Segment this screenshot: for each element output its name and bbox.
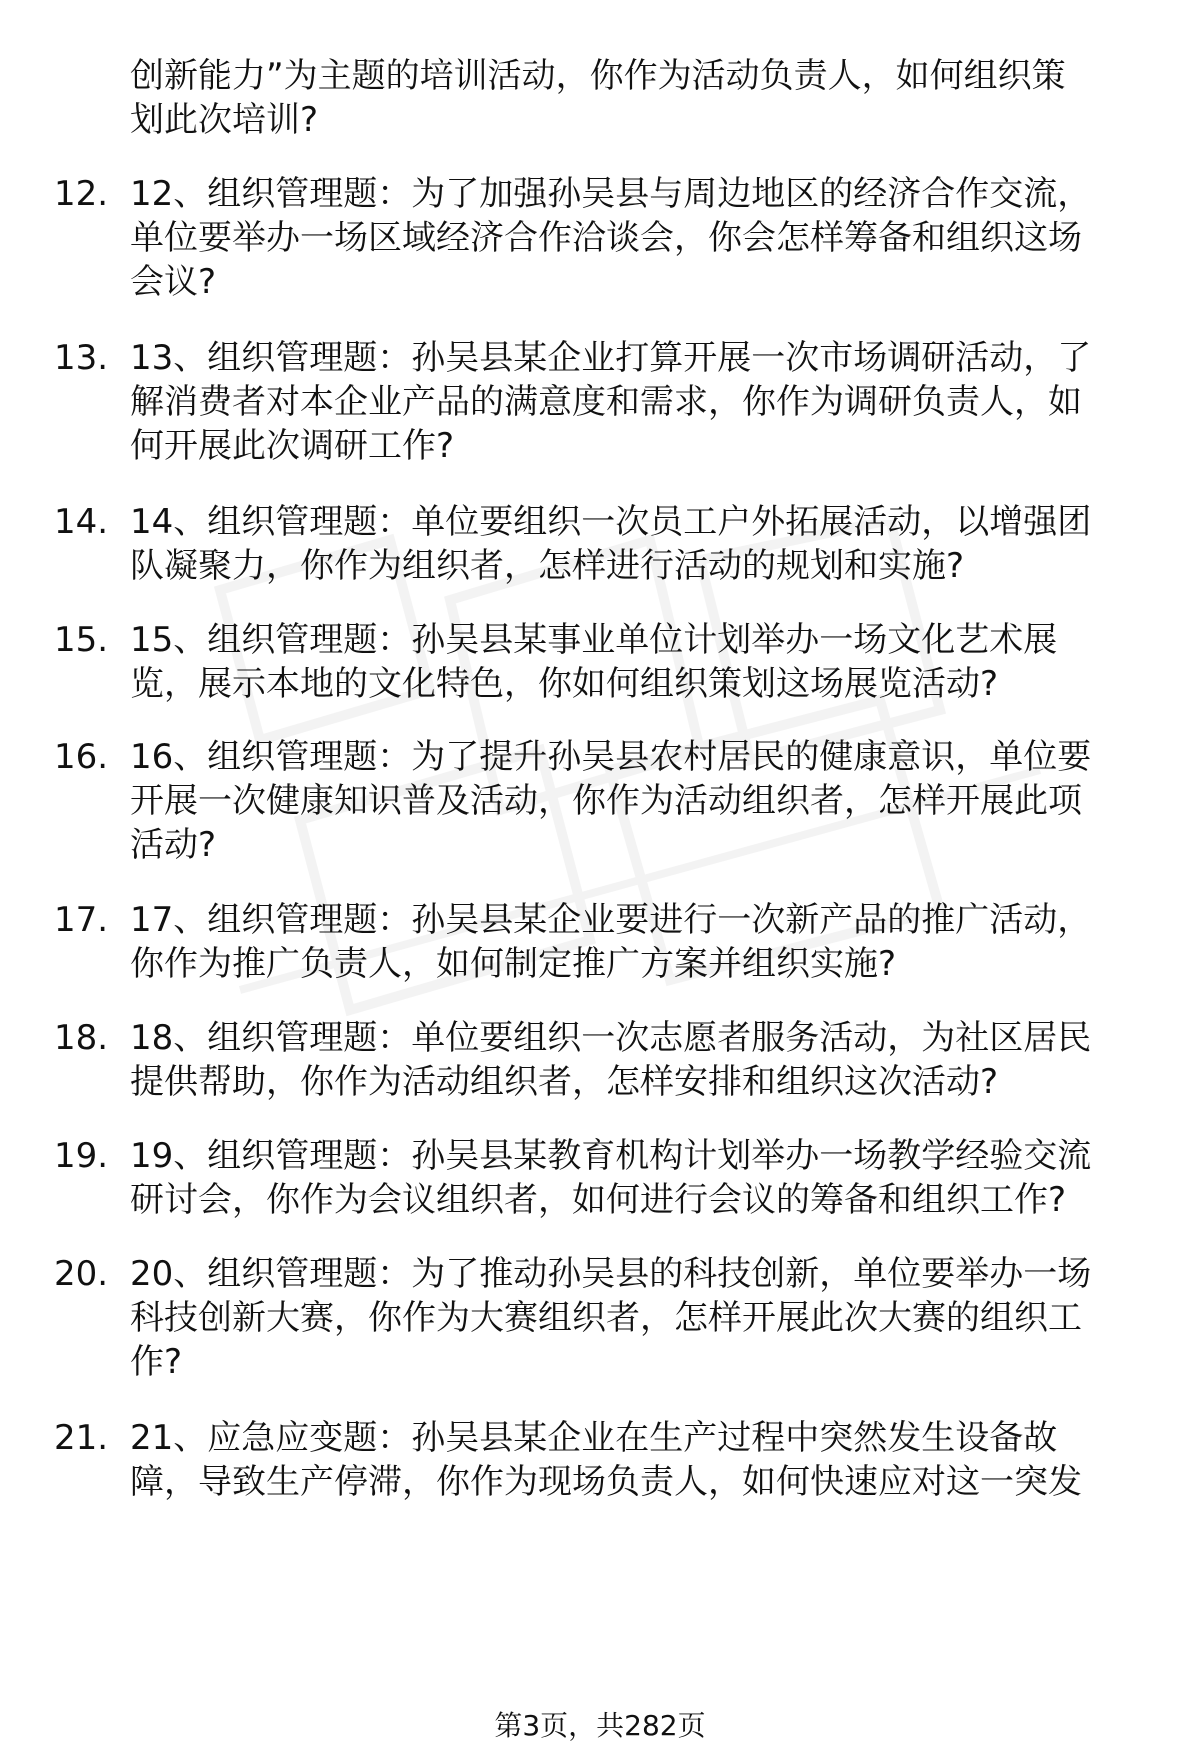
question-line: 研讨会，你作为会议组织者，如何进行会议的筹备和组织工作?: [130, 1180, 1067, 1220]
page-footer: 第3页，共282页: [494, 1709, 706, 1742]
question-text: [130, 1016, 1140, 1104]
question-number: 17.: [54, 900, 109, 940]
question-text: [130, 172, 1140, 304]
question-text: [130, 500, 1140, 588]
question-line: 障，导致生产停滞，你作为现场负责人，如何快速应对这一突发: [130, 1462, 1082, 1502]
question-line: 会议?: [130, 262, 217, 302]
question-line: 16、组织管理题：为了提升孙吴县农村居民的健康意识，单位要: [130, 737, 1092, 777]
question-line: 开展一次健康知识普及活动，你作为活动组织者，怎样开展此项: [130, 781, 1082, 821]
question-line: 15、组织管理题：孙吴县某事业单位计划举办一场文化艺术展: [130, 620, 1058, 660]
question-line: 17、组织管理题：孙吴县某企业要进行一次新产品的推广活动，: [130, 900, 1092, 940]
question-text: [130, 1252, 1140, 1384]
question-text: [130, 1134, 1140, 1222]
question-number: 15.: [54, 620, 109, 660]
continuation-line: 创新能力”为主题的培训活动，你作为活动负责人，如何组织策: [130, 56, 1066, 96]
question-line: 13、组织管理题：孙吴县某企业打算开展一次市场调研活动，了: [130, 338, 1092, 378]
question-number: 12.: [54, 174, 109, 214]
question-line: 何开展此次调研工作?: [130, 426, 455, 466]
question-line: 19、组织管理题：孙吴县某教育机构计划举办一场教学经验交流: [130, 1136, 1092, 1176]
question-number: 16.: [54, 737, 109, 777]
question-line: 单位要举办一场区域经济合作洽谈会，你会怎样筹备和组织这场: [130, 218, 1082, 258]
question-line: 解消费者对本企业产品的满意度和需求，你作为调研负责人，如: [130, 382, 1082, 422]
question-number: 20.: [54, 1254, 109, 1294]
question-line: 14、组织管理题：单位要组织一次员工户外拓展活动，以增强团: [130, 502, 1092, 542]
question-line: 活动?: [130, 825, 217, 865]
question-line: 20、组织管理题：为了推动孙吴县的科技创新，单位要举办一场: [130, 1254, 1092, 1294]
question-line: 18、组织管理题：单位要组织一次志愿者服务活动，为社区居民: [130, 1018, 1092, 1058]
question-number: 21.: [54, 1418, 109, 1458]
question-line: 队凝聚力，你作为组织者，怎样进行活动的规划和实施?: [130, 546, 965, 586]
question-number: 18.: [54, 1018, 109, 1058]
question-number: 14.: [54, 502, 109, 542]
question-line: 你作为推广负责人，如何制定推广方案并组织实施?: [130, 944, 897, 984]
question-text: [130, 898, 1140, 986]
question-number: 19.: [54, 1136, 109, 1176]
question-text: [130, 336, 1140, 468]
question-line: 12、组织管理题：为了加强孙吴县与周边地区的经济合作交流，: [130, 174, 1092, 214]
question-line: 作?: [130, 1342, 183, 1382]
question-text: [130, 1416, 1140, 1504]
question-line: 科技创新大赛，你作为大赛组织者，怎样开展此次大赛的组织工: [130, 1298, 1082, 1338]
continuation-line: 划此次培训?: [130, 100, 319, 140]
question-text: [130, 735, 1140, 867]
question-line: 提供帮助，你作为活动组织者，怎样安排和组织这次活动?: [130, 1062, 999, 1102]
question-text: [130, 618, 1140, 706]
question-line: 21、应急应变题：孙吴县某企业在生产过程中突然发生设备故: [130, 1418, 1058, 1458]
question-number: 13.: [54, 338, 109, 378]
question-line: 览，展示本地的文化特色，你如何组织策划这场展览活动?: [130, 664, 999, 704]
